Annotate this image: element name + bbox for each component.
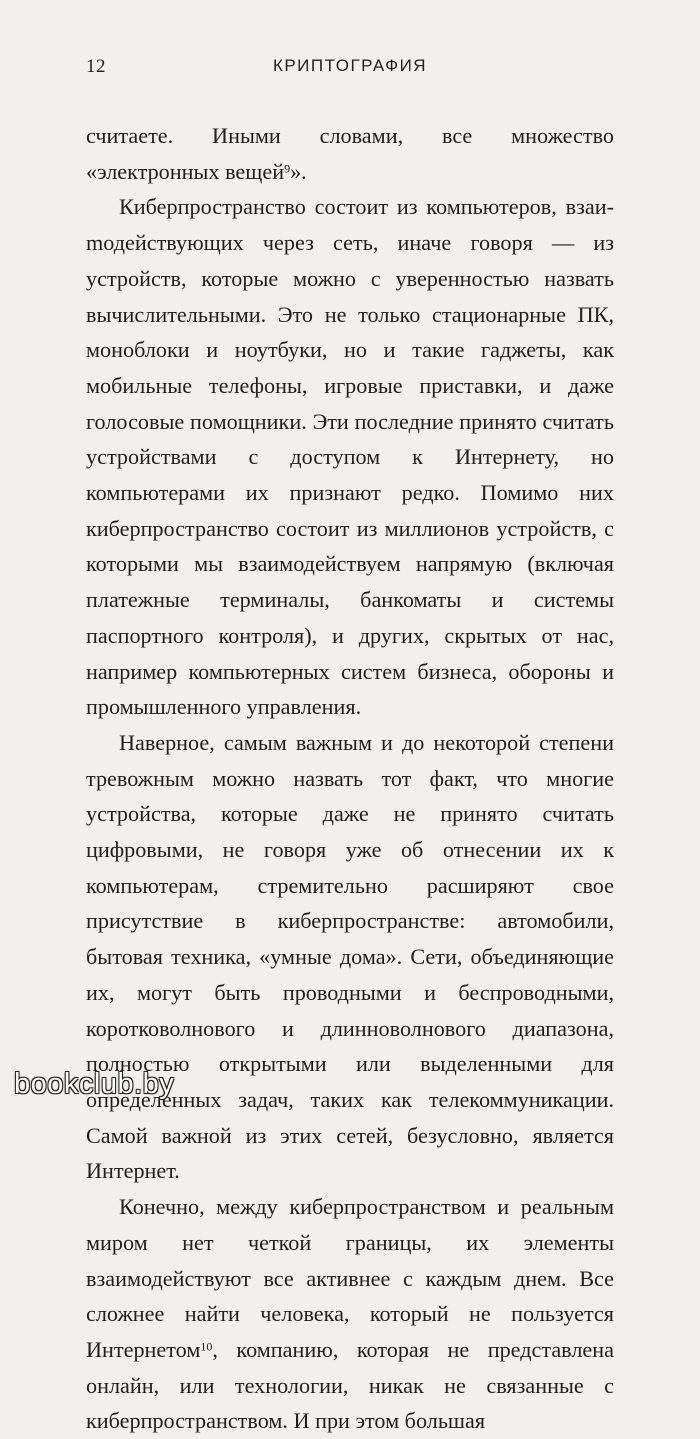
paragraph-3: Наверное, самым важным и до некоторой степени тревожным можно назвать тот факт, что многие устройства, которые даже не принято считать цифровыми, не говоря уже об отнесении их к компьютерам, стремительно расширяют свое присутствие в киберпространстве: автомобили, бытовая техника, «умные дома». Сети, объединяющие их, могут быть проводными и беспроводными, коротковолнового и длинноволнового диапазона, полностью открытыми или выделенными для определенных задач, таких как телекоммуникации. Самой важной из этих сетей, безусловно, является Интернет. [86,729,614,1184]
paragraph-text-after: ». [290,158,307,184]
body-text [86,118,614,1439]
running-title: КРИПТОГРАФИЯ [272,56,428,75]
running-head [86,56,614,86]
paragraph-text: Конечно, между киберпространством и реальным миром нет четкой границы, их элементы взаимодействуют все активнее с каждым днем. Все сложнее найти человека, который не пользуется Интернетом [86,1194,614,1362]
paragraph-2: Киберпространство состоит из компьютеров, взаиmодействующих через сеть, иначе говоря — из устройств, которые можно с уверенностью назвать вычислительными. Это не только стационарные ПК, моноблоки и ноутбуки, но и такие гаджеты, как мобильные телефоны, игровые приставки, и даже голосовые помощники. Эти последние принято считать устройствами с доступом к Интернету, но компьютерами их признают редко. Помимо них киберпространство состоит из миллионов устройств, с которыми мы взаимодействуем напрямую (включая платежные терминалы, банкоматы и системы паспортного контроля), и других, скрытых от нас, например компьютерных систем бизнеса, обороны и промышленного управления. [86,194,614,720]
paragraph-4 [86,1189,614,1439]
page-number: 12 [86,56,106,77]
watermark: bookclub.by [14,1068,175,1100]
paragraph-1 [86,118,614,189]
paragraph-text-after: , компанию, которая не представлена онлайн, или технологии, никак не связанные с киберпространством. И при этом большая [86,1336,614,1434]
paragraph-text: считаете. Иными словами, все множество «электронных вещей [86,123,614,184]
footnote-ref-9[interactable]: 9 [284,161,291,176]
footnote-ref-10[interactable]: 10 [200,1339,213,1354]
